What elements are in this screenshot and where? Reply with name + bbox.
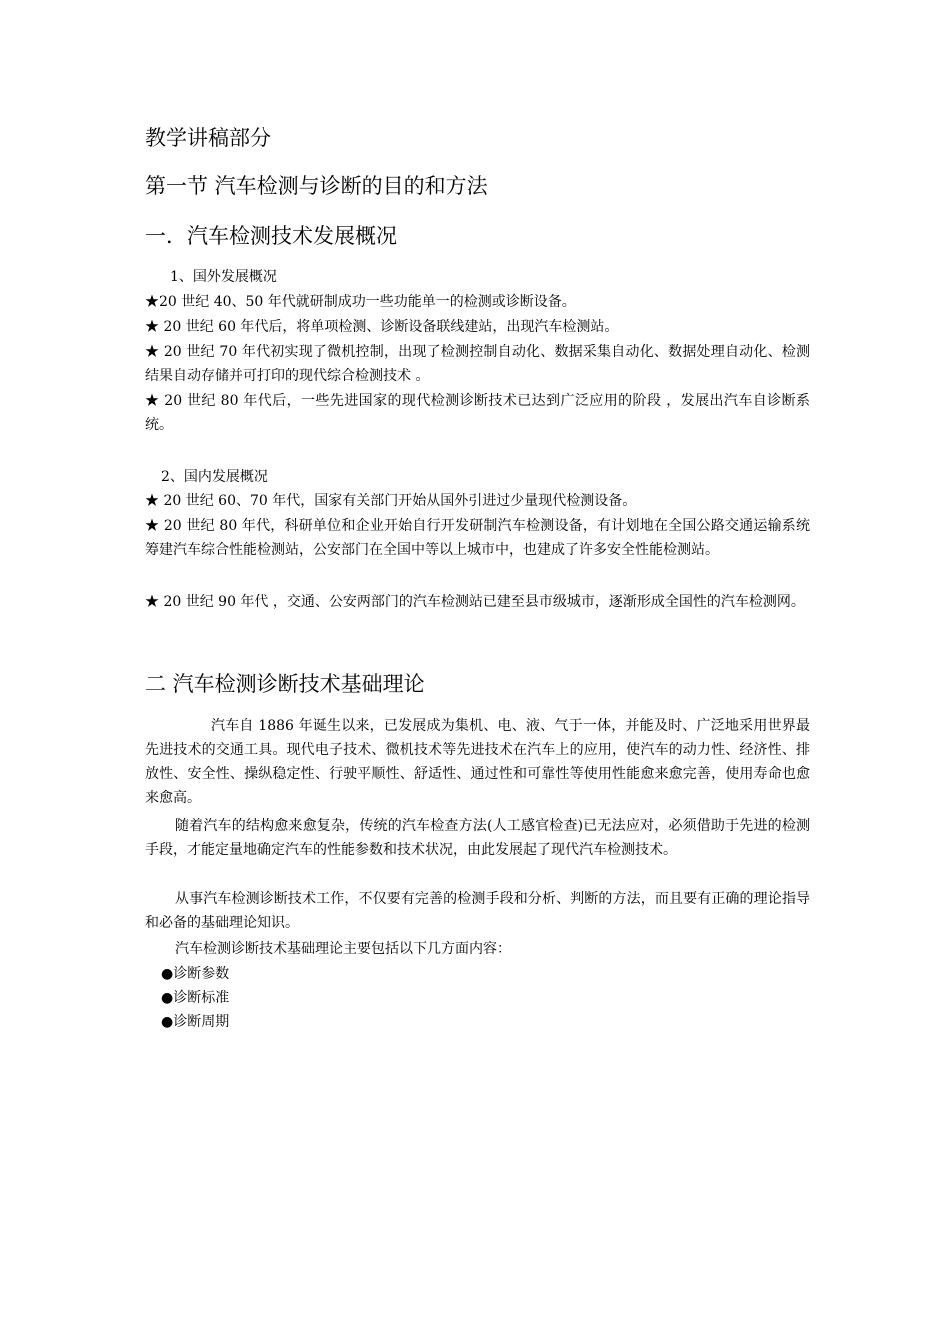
theory-paragraph: 汽车自 1886 年诞生以来，已发展成为集机、电、液、气于一体，并能及时、广泛地采用世界最先进技术的交通工具。现代电子技术、微机技术等先进技术在汽车上的应用，使汽车的动力性、经济性、排放性、安全性、操纵稳定性、行驶平顺性、舒适性、通过性和可靠性等使用性能愈来愈完善，使用寿命也愈来愈高。	[145, 718, 810, 806]
domestic-item: ★ 20 世纪 80 年代，科研单位和企业开始自行开发研制汽车检测设备，有计划地在全国公路交通运输系统筹建汽车综合性能检测站，公安部门在全国中等以上城市中，也建成了许多安全性能检测站。	[145, 518, 810, 558]
foreign-item: ★20 世纪 40、50 年代就研制成功一些功能单一的检测或诊断设备。	[145, 294, 576, 310]
foreign-item: ★ 20 世纪 80 年代后，一些先进国家的现代检测诊断技术已达到广泛应用的阶段 ，发展出汽车自诊断系统。	[145, 393, 810, 433]
heading-two: 二 汽车检测诊断技术基础理论	[145, 672, 425, 696]
theory-paragraph: 从事汽车检测诊断技术工作，不仅要有完善的检测手段和分析、判断的方法，而且要有正确的理论指导和必备的基础理论知识。	[145, 891, 810, 931]
list-item: ●诊断参数	[161, 966, 230, 982]
theory-paragraph: 随着汽车的结构愈来愈复杂，传统的汽车检查方法(人工感官检查)已无法应对，必须借助于先进的检测手段，才能定量地确定汽车的性能参数和技术状况，由此发展起了现代汽车检测技术。	[145, 818, 810, 858]
foreign-item: ★ 20 世纪 70 年代初实现了微机控制，出现了检测控制自动化、数据采集自动化、数据处理自动化、检测结果自动存储并可打印的现代综合检测技术 。	[145, 344, 810, 384]
heading-one: 一．汽车检测技术发展概况	[145, 224, 397, 248]
theory-paragraph: 汽车检测诊断技术基础理论主要包括以下几方面内容：	[175, 941, 511, 957]
list-item: ●诊断周期	[161, 1014, 230, 1030]
list-item: ●诊断标准	[161, 990, 230, 1006]
foreign-subheading: 1、国外发展概况	[170, 269, 277, 285]
domestic-item: ★ 20 世纪 90 年代 ，交通、公安两部门的汽车检测站已建至县市级城市，逐渐形成全国性的汽车检测网。	[145, 594, 805, 610]
section-title: 第一节 汽车检测与诊断的目的和方法	[145, 174, 488, 198]
theory-bullet-list	[161, 962, 229, 1034]
domestic-item: ★ 20 世纪 60、70 年代，国家有关部门开始从国外引进过少量现代检测设备。	[145, 493, 637, 509]
domestic-subheading: 2、国内发展概况	[161, 469, 268, 485]
part-title: 教学讲稿部分	[145, 126, 271, 150]
foreign-item: ★ 20 世纪 60 年代后，将单项检测、诊断设备联线建站，出现汽车检测站。	[145, 319, 619, 335]
